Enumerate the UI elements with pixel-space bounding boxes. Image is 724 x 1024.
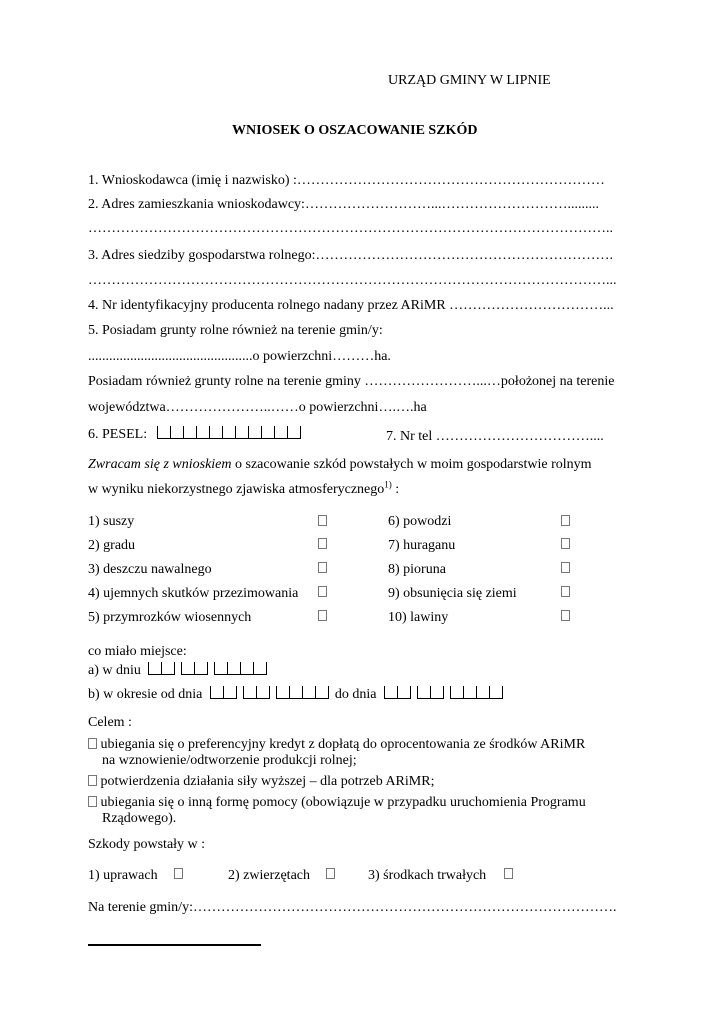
office-name: URZĄD GMINY W LIPNIE bbox=[388, 73, 551, 88]
pesel-row bbox=[88, 426, 307, 444]
purpose-option-credit-cont: na wznowienie/odtworzenie produkcji rolnej; bbox=[102, 753, 357, 768]
crops-checkbox[interactable] bbox=[174, 868, 183, 879]
to-date-day[interactable] bbox=[384, 686, 411, 704]
purpose-option-other-aid-cont: Rządowego). bbox=[102, 811, 177, 826]
heavy-rain-checkbox[interactable] bbox=[318, 562, 327, 573]
phenomenon-heavy-rain: 3) deszczu nawalnego bbox=[88, 562, 212, 577]
lightning-checkbox[interactable] bbox=[561, 562, 570, 573]
phenomenon-avalanche: 10) lawiny bbox=[388, 610, 449, 625]
from-date-month[interactable] bbox=[243, 686, 270, 704]
voivodeship-area-field[interactable]: województwa…………………..……o powierzchni….….ha bbox=[88, 400, 427, 415]
land-area-field[interactable]: ...............................................o powierzchni………ha. bbox=[88, 349, 391, 364]
purpose-heading: Celem : bbox=[88, 715, 132, 730]
occurrence-heading: co miało miejsce: bbox=[88, 644, 187, 659]
land-in-gmina-label: 5. Posiadam grunty rolne również na terenie gmin/y: bbox=[88, 323, 383, 338]
damage-animals: 2) zwierzętach bbox=[228, 868, 310, 883]
flood-checkbox[interactable] bbox=[561, 515, 570, 526]
request-lead: Zwracam się z wnioskiem bbox=[88, 457, 232, 472]
producer-id-field[interactable]: 4. Nr identyfikacyjny producenta rolnego nadany przez ARiMR ……………………………... bbox=[88, 298, 614, 313]
purpose-option-other-aid: ubiegania się o inną formę pomocy (obowiązuje w przypadku uruchomienia Programu bbox=[88, 794, 586, 812]
purpose-option-force-majeure: potwierdzenia działania siły wyższej – dla potrzeb ARiMR; bbox=[88, 773, 434, 791]
day-date-month[interactable] bbox=[181, 662, 208, 680]
damage-crops: 1) uprawach bbox=[88, 868, 158, 883]
purpose-option-credit: ubiegania się o preferencyjny kredyt z dopłatą do oprocentowania ze środków ARiMR bbox=[88, 736, 585, 754]
damage-fixed-assets: 3) środkach trwałych bbox=[368, 868, 487, 883]
phenomenon-hail: 2) gradu bbox=[88, 538, 136, 553]
request-line-1: Zwracam się z wnioskiem o szacowanie szkód powstałych w moim gospodarstwie rolnym bbox=[88, 457, 592, 472]
damage-heading: Szkody powstały w : bbox=[88, 837, 206, 852]
phenomenon-spring-frost: 5) przymrozków wiosennych bbox=[88, 610, 252, 625]
farm-address-continuation[interactable]: …………………………………………………………………………………………………... bbox=[88, 273, 617, 288]
force-majeure-checkbox[interactable] bbox=[88, 775, 97, 786]
footnote-separator bbox=[88, 944, 261, 946]
applicant-field[interactable]: 1. Wnioskodawca (imię i nazwisko) :………………………………………………………… bbox=[88, 173, 605, 188]
occurrence-period-row bbox=[88, 686, 509, 704]
pesel-input[interactable] bbox=[157, 426, 301, 444]
day-date-day[interactable] bbox=[148, 662, 175, 680]
pesel-label: 6. PESEL: bbox=[88, 427, 148, 442]
phone-field[interactable]: 7. Nr tel …………………………….... bbox=[386, 429, 604, 444]
area-gmina-field[interactable]: Na terenie gmin/y:………………………………………………………………………………. bbox=[88, 900, 617, 915]
to-date-year[interactable] bbox=[450, 686, 503, 704]
farm-address-field[interactable]: 3. Adres siedziby gospodarstwa rolnego:………………………………………………………. bbox=[88, 248, 613, 263]
phenomenon-hurricane: 7) huraganu bbox=[388, 538, 456, 553]
request-line-2: w wyniku niekorzystnego zjawiska atmosferycznego$^{1)}$ : bbox=[88, 479, 400, 497]
fixed-assets-checkbox[interactable] bbox=[504, 868, 513, 879]
other-aid-checkbox[interactable] bbox=[88, 796, 97, 807]
drought-checkbox[interactable] bbox=[318, 515, 327, 526]
avalanche-checkbox[interactable] bbox=[561, 610, 570, 621]
phenomenon-wintering: 4) ujemnych skutków przezimowania bbox=[88, 586, 299, 601]
occurrence-day-label: a) w dniu bbox=[88, 663, 141, 678]
hail-checkbox[interactable] bbox=[318, 538, 327, 549]
phenomenon-drought: 1) suszy bbox=[88, 514, 135, 529]
from-date-year[interactable] bbox=[276, 686, 329, 704]
animals-checkbox[interactable] bbox=[326, 868, 335, 879]
form-title: WNIOSEK O OSZACOWANIE SZKÓD bbox=[232, 123, 478, 138]
spring-frost-checkbox[interactable] bbox=[318, 610, 327, 621]
occurrence-day-row bbox=[88, 662, 273, 680]
credit-checkbox[interactable] bbox=[88, 738, 97, 749]
from-date-day[interactable] bbox=[210, 686, 237, 704]
day-date-year[interactable] bbox=[214, 662, 267, 680]
hurricane-checkbox[interactable] bbox=[561, 538, 570, 549]
period-to-label: do dnia bbox=[334, 687, 377, 702]
phenomenon-lightning: 8) pioruna bbox=[388, 562, 446, 577]
phenomenon-flood: 6) powodzi bbox=[388, 514, 452, 529]
landslide-checkbox[interactable] bbox=[561, 586, 570, 597]
address-field[interactable]: 2. Adres zamieszkania wnioskodawcy:………………………...………………………......... bbox=[88, 197, 599, 212]
footnote-marker: 1) bbox=[384, 479, 392, 490]
address-continuation[interactable]: ………………………………………………………………………………………………….. bbox=[88, 221, 613, 236]
period-from-label: b) w okresie od dnia bbox=[88, 687, 203, 702]
phenomenon-landslide: 9) obsunięcia się ziemi bbox=[388, 586, 517, 601]
wintering-checkbox[interactable] bbox=[318, 586, 327, 597]
to-date-month[interactable] bbox=[417, 686, 444, 704]
land-other-gmina-field[interactable]: Posiadam również grunty rolne na terenie gminy ……………………...…położonej na terenie bbox=[88, 374, 615, 389]
